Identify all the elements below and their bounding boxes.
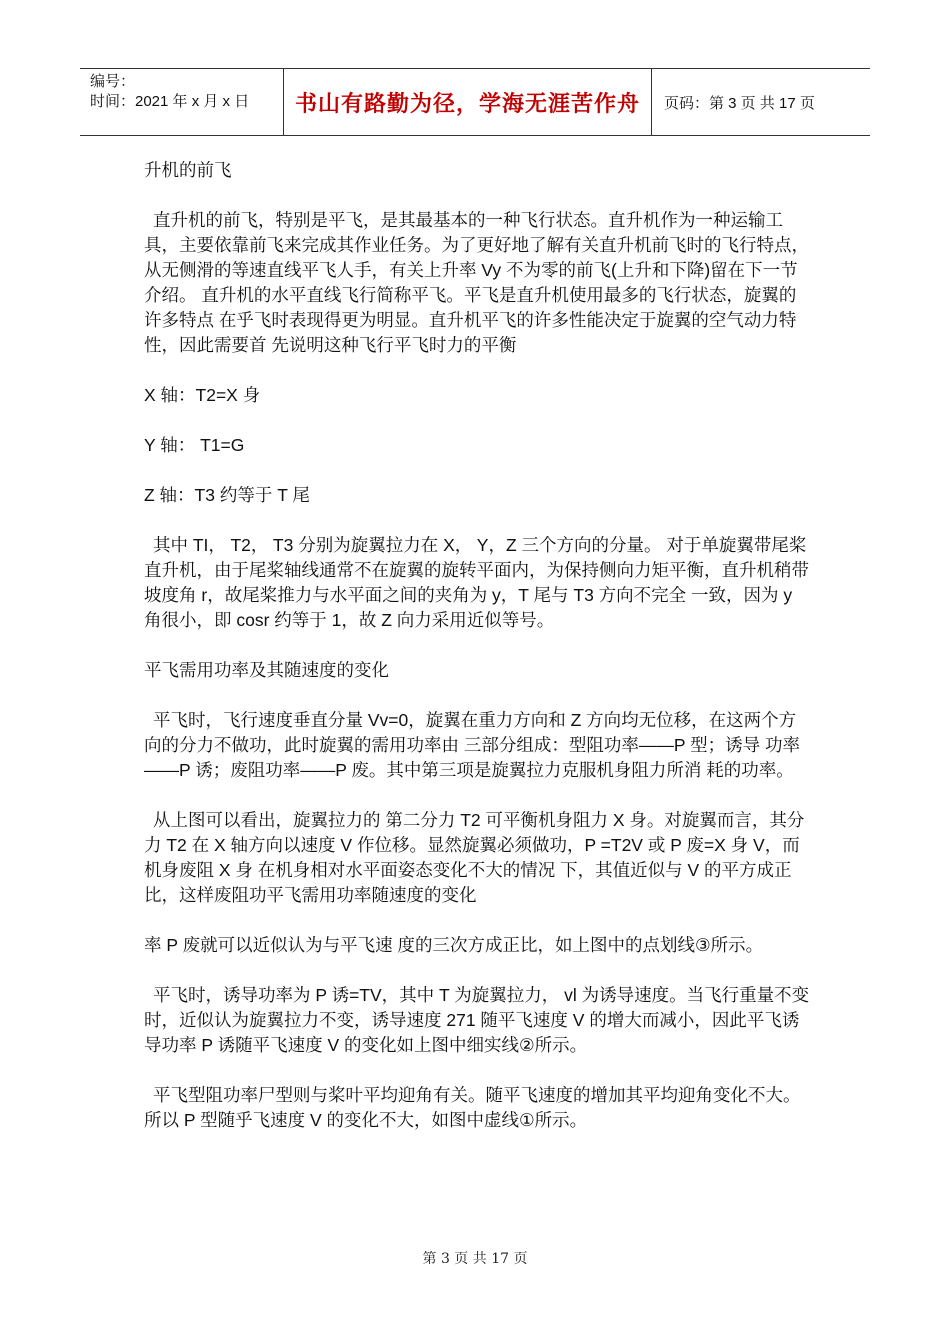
body-paragraph: 平飞时，诱导功率为 P 诱=TV，其中 T 为旋翼拉力， vl 为诱导速度。当飞行重量不变时，近似认为旋翼拉力不变，诱导速度 271 随平飞速度 V 的增大而减小，因此平飞诱导功率 P 诱随平飞速度 V 的变化如上图中细实线②所示。 — [144, 985, 810, 1055]
body-paragraph: 平飞型阻功率尸型则与桨叶平均迎角有关。随平飞速度的增加其平均迎角变化不大。所以 P 型随乎飞速度 V 的变化不大，如图中虚线①所示。 — [144, 1085, 801, 1130]
header-motto: 书山有路勤为径，学海无涯苦作舟 — [294, 90, 640, 117]
document-date-label: 时间：2021 年 x 月 x 日 — [90, 93, 250, 110]
footer-page-number: 第 3 页 共 17 页 — [422, 1251, 528, 1267]
body-paragraph: 从上图可以看出，旋翼拉力的 第二分力 T2 可平衡机身阻力 X 身。对旋翼而言，其分力 T2 在 X 轴方向以速度 V 作位移。显然旋翼必须做功，P =T2V 或 P 废=X 身 V，而机身废阻 X 身 在机身相对水平面姿态变化不大的情况 下，其值近似与 V 的平方成正比，这样废阻功平飞需用功率随速度的变化 — [144, 810, 805, 905]
page-footer — [0, 1248, 950, 1268]
header-motto-cell — [284, 69, 652, 135]
equation-z-axis: Z 轴：T3 约等于 T 尾 — [144, 485, 310, 505]
header-page-info: 页码：第 3 页 共 17 页 — [664, 94, 815, 112]
section-title: 升机的前飞 — [144, 160, 232, 180]
header-meta — [80, 69, 284, 135]
body-paragraph: 率 P 废就可以近似认为与平飞速 度的三次方成正比，如上图中的点划线③所示。 — [144, 935, 764, 955]
document-code-label: 编号： — [90, 73, 136, 90]
section-title: 平飞需用功率及其随速度的变化 — [144, 660, 389, 680]
equation-y-axis: Y 轴： T1=G — [144, 435, 245, 455]
body-paragraph: 平飞时，飞行速度垂直分量 Vv=0，旋翼在重力方向和 Z 方向均无位移，在这两个方向的分力不做功，此时旋翼的需用功率由 三部分组成：型阻功率——P 型；诱导 功率——P 诱；废阻功率——P 废。其中第三项是旋翼拉力克服机身阻力所消 耗的功率。 — [144, 710, 800, 780]
page-header — [80, 68, 870, 136]
equation-x-axis: X 轴：T2=X 身 — [144, 385, 261, 405]
header-page-info-cell — [652, 69, 870, 135]
body-paragraph: 直升机的前飞，特别是平飞，是其最基本的一种飞行状态。直升机作为一种运输工具，主要依靠前飞来完成其作业任务。为了更好地了解有关直升机前飞时的飞行特点，从无侧滑的等速直线平飞人手，有关上升率 Vy 不为零的前飞(上升和下降)留在下一节介绍。 直升机的水平直线飞行简称平飞。平飞是直升机使用最多的飞行状态，旋翼的许多特点 在乎飞时表现得更为明显。直升机平飞的许多性能决定于旋翼的空气动力特性，因此需要首 先说明这种飞行平飞时力的平衡 — [144, 210, 809, 355]
document-body — [144, 158, 812, 1158]
body-paragraph: 其中 TI， T2， T3 分别为旋翼拉力在 X， Y，Z 三个方向的分量。 对于单旋翼带尾桨直升机，由于尾桨轴线通常不在旋翼的旋转平面内，为保持侧向力矩平衡，直升机稍带坡度角 r，故尾桨推力与水平面之间的夹角为 y，T 尾与 T3 方向不完全 一致，因为 y 角很小，即 cosr 约等于 1，故 Z 向力采用近似等号。 — [144, 535, 809, 630]
